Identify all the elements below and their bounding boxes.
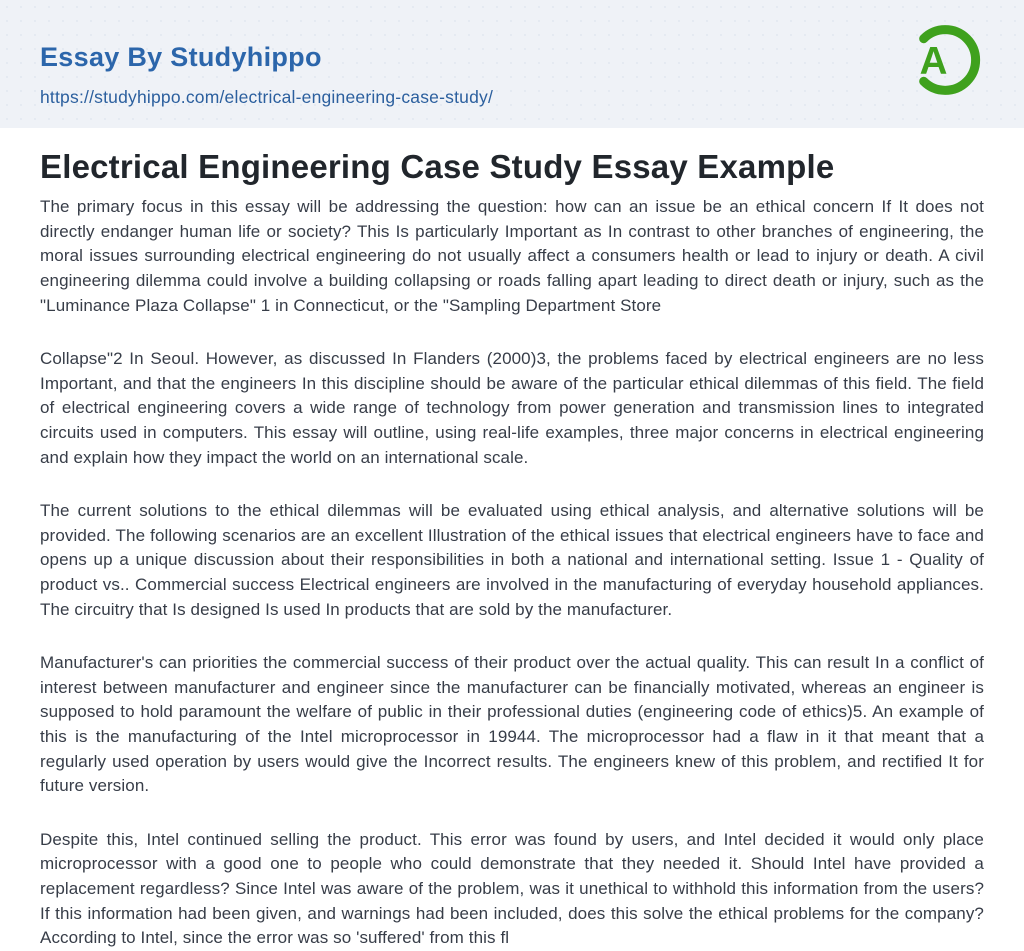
essay-content: [0, 149, 1024, 951]
essay-paragraph-4: Manufacturer's can priorities the commercial success of their product over the actual quality. This can result In a conflict of interest between manufacturer and engineer since the manufacturer can be financially motivated, whereas an engineer is supposed to hold paramount the welfare of public in their professional duties (engineering code of ethics)5. An example of this is the manufacturing of the Intel microprocessor in 19944. The microprocessor had a flaw in it that meant that a regularly used operation by users would give the Incorrect results. The engineers knew of this problem, and rectified It for future version.: [40, 653, 984, 796]
essay-paragraph-2: Collapse"2 In Seoul. However, as discussed In Flanders (2000)3, the problems faced by electrical engineers are no less Important, and that the engineers In this discipline should be aware of the particular ethical dilemmas of this field. The field of electrical engineering covers a wide range of technology from power generation and transmission lines to integrated circuits used in computers. This essay will outline, using real-life examples, three major concerns in electrical engineering and explain how they impact the world on an international scale.: [40, 349, 984, 467]
essay-paragraph-5: Despite this, Intel continued selling the product. This error was found by users, and Intel decided it would only place microprocessor with a good one to people who could demonstrate that they needed it. Should Intel have provided a replacement regardless? Since Intel was aware of the problem, was it unethical to withhold this information from the users? If this information had been given, and warnings had been included, does this solve the ethical problems for the company? According to Intel, since the error was so 'suffered' from this fl: [40, 829, 984, 948]
site-title: Essay By Studyhippo: [40, 42, 322, 72]
studyhippo-logo-icon: [904, 15, 986, 105]
studyhippo-logo: [904, 15, 986, 105]
essay-title: Electrical Engineering Case Study Essay Example: [40, 148, 835, 185]
logo-letter: A: [919, 39, 948, 83]
essay-paragraph-1: The primary focus in this essay will be addressing the question: how can an issue be an ethical concern If It does not directly endanger human life or society? This Is particularly Important as In contrast to other branches of engineering, the moral issues surrounding electrical engineering do not usually affect a consumers health or lead to injury or death. A civil engineering dilemma could involve a building collapsing or roads falling apart leading to direct death or injury, such as the "Luminance Plaza Collapse" 1 in Connecticut, or the "Sampling Department Store: [40, 197, 984, 315]
essay-paragraph-3: The current solutions to the ethical dilemmas will be evaluated using ethical analysis, and alternative solutions will be provided. The following scenarios are an excellent Illustration of the ethical issues that electrical engineers have to face and opens up a unique discussion about their responsibilities in both a national and international setting. Issue 1 - Quality of product vs.. Commercial success Electrical engineers are involved in the manufacturing of everyday household appliances. The circuitry that Is designed Is used In products that are sold by the manufacturer.: [40, 501, 984, 619]
page-header: [0, 0, 1024, 128]
essay-url-link[interactable]: https://studyhippo.com/electrical-engineering-case-study/: [40, 87, 494, 107]
